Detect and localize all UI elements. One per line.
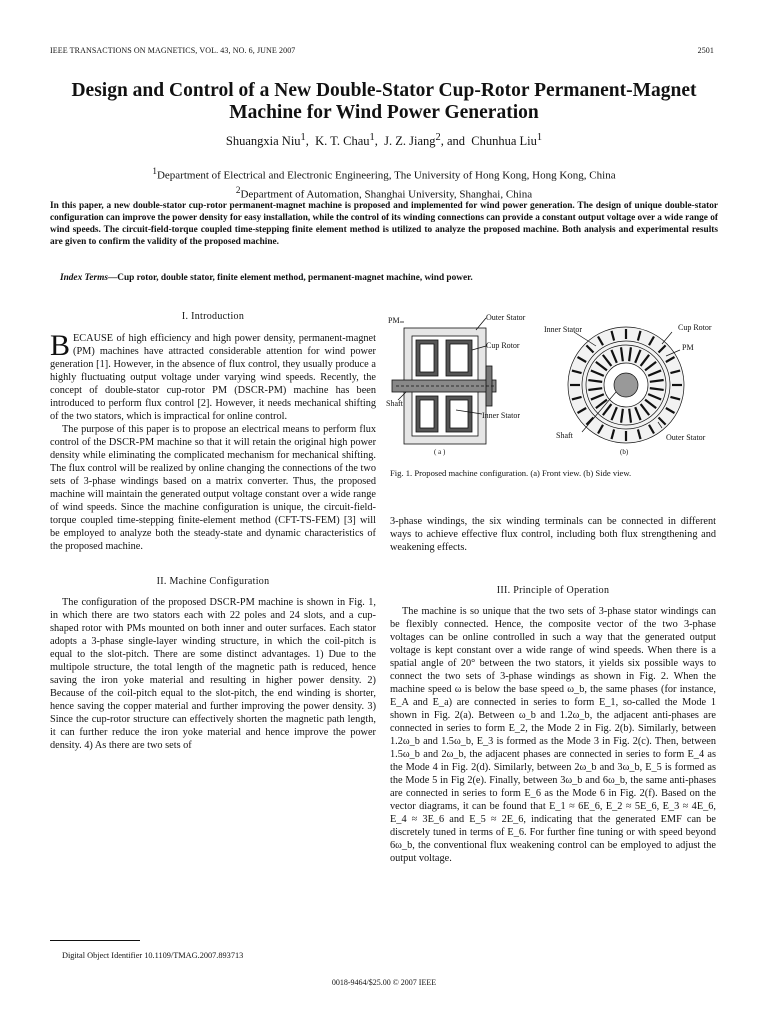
- author-3-affil: 2: [435, 132, 441, 143]
- affiliation-2-text: Department of Automation, Shanghai University, Shanghai, China: [240, 188, 533, 201]
- label-inner-stator: Inner Stator: [482, 411, 520, 420]
- index-terms-text: Cup rotor, double stator, finite element method, permanent-magnet machine, wind power.: [117, 273, 473, 283]
- author-2-affil: 1: [369, 132, 375, 143]
- intro-p1-text: ECAUSE of high efficiency and high power density, permanent-magnet (PM) machines have attracted considerable attention for wind power generation [1]. However, in the absence of flux control, they usually produce a highly fluctuating output voltage under varying wind speeds. Recently, the concept of double-stator cup-rotor PM (DSCR-PM) machine has been introduced to perform flux control [2]. However, it needs mechanical shifting of the two stators, which is impractical for online control.: [50, 333, 376, 422]
- config-continuation: 3-phase windings, the six winding terminals can be connected in different ways to achieve effective flux control, including both flux strengthening and weakening effects.: [390, 516, 716, 553]
- label-inner-stator-b: Inner Stator: [544, 325, 582, 334]
- author-4-affil: 1: [536, 132, 543, 143]
- journal-header: IEEE TRANSACTIONS ON MAGNETICS, VOL. 43, NO. 6, JUNE 2007: [50, 46, 296, 55]
- label-outer-stator-b: Outer Stator: [666, 433, 706, 442]
- section-heading-operation: III. Principle of Operation: [496, 585, 610, 596]
- author-4: Chunhua Liu: [471, 134, 537, 149]
- front-view-diagram: [392, 318, 496, 444]
- affiliation-2-num: 2: [235, 184, 241, 195]
- index-terms: Index Terms—Cup rotor, double stator, finite element method, permanent-magnet machine, wind power.: [60, 273, 473, 283]
- author-3: J. Z. Jiang: [384, 134, 436, 149]
- shaft-circle: [614, 373, 638, 397]
- footnote-rule: [50, 940, 140, 941]
- section-heading-intro: I. Introduction: [181, 311, 245, 322]
- affiliation-1-text: Department of Electrical and Electronic Engineering, The University of Hong Kong, Hong Kong, China: [156, 169, 616, 182]
- slot-4: [450, 400, 468, 428]
- figure-1-drawing: [386, 310, 726, 460]
- cup-rotor-leader-b: [662, 332, 672, 344]
- label-pm-b: PM: [682, 343, 694, 352]
- author-1: Shuangxia Niu: [225, 134, 301, 149]
- intro-paragraph-1: [50, 329, 376, 423]
- paper-title: [36, 80, 732, 124]
- label-cup-rotor-b: Cup Rotor: [678, 323, 712, 332]
- slot-1: [420, 344, 434, 372]
- label-cup-rotor: Cup Rotor: [486, 341, 520, 350]
- config-paragraph-1: The configuration of the proposed DSCR-PM machine is shown in Fig. 1, in which there are two stators each with 22 poles and 24 slots, and a cup-shaped rotor with PMs mounted on both inner and outer surfaces. Each stator adopts a 3-phase single-layer winding structure, in which the coil-pitch is equal to the slot-pitch. There are some distinct advantages. 1) Due to the multipole structure, the total length of the magnetic path is reduced, hence saving the iron yoke material and resulting in higher power density. 2) Because of the coil-pitch equal to the slot-pitch, the end winding is shorter, hence saving the copper material and further improving the power density. 3) Since the cup-rotor structure can effectively shorten the magnetic path length, it can further reduce the iron yoke material and hence improve the power density. 4) As there are two sets of: [50, 597, 376, 751]
- affiliation-1-num: 1: [152, 166, 157, 176]
- abstract: In this paper, a new double-stator cup-rotor permanent-magnet machine is proposed and implemented for wind power generation. The design of unique double-stator configuration can improve the power density for easy installation, while the control of its winding connections can provide a constant output voltage over a wide range of wind speeds. The circuit-field-torque coupled time-stepping finite element method is utilized to analyze the proposed machine. Both analysis and experimental results are given to confirm the validity of the proposed machine.: [50, 201, 718, 247]
- figure-1-caption: Fig. 1. Proposed machine configuration. (a) Front view. (b) Side view.: [390, 468, 632, 478]
- label-pm: PM: [388, 316, 400, 325]
- doi-footnote: Digital Object Identifier 10.1109/TMAG.2007.893713: [62, 951, 244, 960]
- drop-cap: B: [50, 329, 71, 362]
- author-1-affil: 1: [300, 132, 306, 143]
- title-line-2: Machine for Wind Power Generation: [229, 102, 539, 123]
- affiliation-2: [36, 183, 732, 202]
- label-outer-stator: Outer Stator: [486, 313, 526, 322]
- affiliation-1: [36, 164, 732, 183]
- figure-1: [386, 310, 726, 460]
- right-column: [390, 515, 716, 865]
- subfigure-label-a: ( a ): [434, 448, 446, 456]
- page-number: 2501: [697, 46, 714, 55]
- label-shaft-b: Shaft: [556, 431, 573, 440]
- author-2: K. T. Chau: [315, 134, 370, 149]
- author-list: Shuangxia Niu$^1$, K. T. Chau$^1$, J. Z. Jiang$^2$, and Chunhua Liu$^1$: [225, 132, 543, 149]
- label-shaft: Shaft: [386, 399, 403, 408]
- operation-paragraph-1: The machine is so unique that the two sets of 3-phase stator windings can be flexibly connected. Hence, the composite vector of the two 3-phase voltages can be online controlled in such a way that the generated output voltage is kept constant over a wide range of wind speeds. When there is a spatial angle of 20° between the two stators, it yields six possible ways to connect the two sets of 3-phase windings as shown in Fig. 2. When the machine speed ω is below the base speed ω_b, the same phases (for instance, E_A and E_a) are connected in series to form E_1, so-called the Mode 1 shown in Fig. 2(a). Between ω_b and 1.2ω_b, the adjacent anti-phases are connected in series to form E_2, the Mode 2 in Fig. 2(b). Similarly, between 1.2ω_b and 1.5ω_b, E_3 is formed as the Mode 3 in Fig. 2(c). Then, between 1.5ω_b and 2ω_b, the adjacent phases are connected in series to form E_4 as the Mode 4 in Fig. 2(d). Similarly, between 2ω_b and 3ω_b, E_5 is formed as the Mode 5 in Fig 2(e). Finally, between 3ω_b and 6ω_b, the same anti-phases are connected in series to form E_6 as the Mode 6 in Fig. 2(f). Based on the vector diagrams, it can be found that E_1 ≈ 6E_6, E_2 ≈ 5E_6, E_3 ≈ 4E_6, E_4 ≈ 3E_6 and E_5 ≈ 2E_6, indicating that the generated EMF can be discretely tuned in terms of E_6. For further fine tuning or with speed beyond 6ω_b, the conventional flux weakening control can be employed to adjust the output voltage.: [390, 606, 716, 864]
- affiliations: [36, 164, 732, 201]
- slot-3: [420, 400, 434, 428]
- left-column: [50, 310, 376, 752]
- index-terms-label: Index Terms: [60, 273, 108, 283]
- side-view-diagram: [568, 327, 684, 443]
- intro-paragraph-2: The purpose of this paper is to propose an electrical means to perform flux control of the DSCR-PM machine so that it will retain the original high power density while eliminating the complicated mechanism for mechanical shifting. The flux control will be realized by online changing the connections of the two sets of 3-phase windings based on a matrix converter. Thus, the proposed machine will maintain the generated output voltage constant over a wide range of wind speeds. Since the machine configuration is unique, the circuit-field-torque coupled time-stepping finite-element method (CFT-TS-FEM) [3] will be employed to analyze both the steady-state and dynamic characteristics of the proposed machine.: [50, 424, 376, 552]
- copyright-footer: 0018-9464/$25.00 © 2007 IEEE: [331, 978, 437, 987]
- title-line-1: Design and Control of a New Double-Stator Cup-Rotor Permanent-Magnet: [71, 80, 697, 101]
- subfigure-label-b: (b): [620, 448, 629, 456]
- slot-2: [450, 344, 468, 372]
- section-heading-config: II. Machine Configuration: [156, 576, 270, 587]
